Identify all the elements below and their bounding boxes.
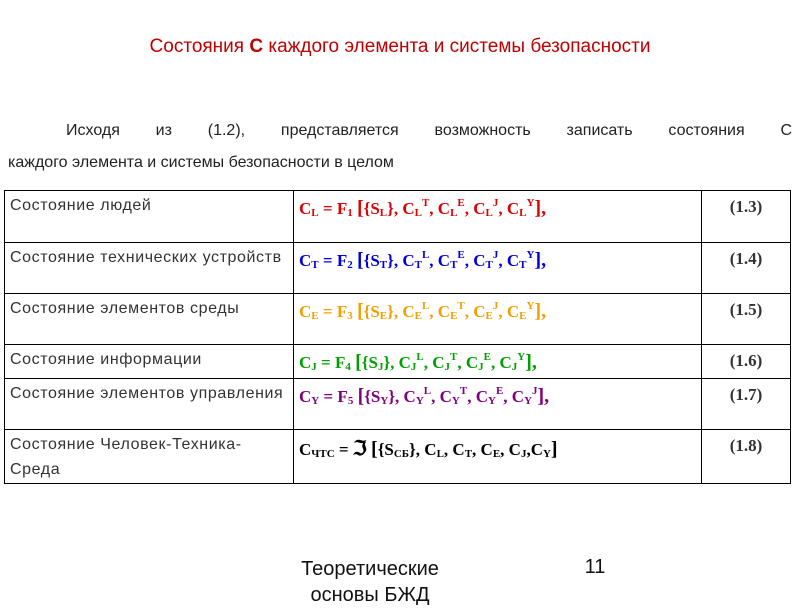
bracket-open: [ (357, 385, 365, 407)
formula-term-sup: J (492, 197, 499, 209)
formula-eq: = (334, 440, 353, 459)
formula-eq: = (318, 251, 337, 270)
formula-lhs-sub: ЧТС (311, 448, 335, 460)
formula-set-close: }, (388, 387, 400, 406)
formula-term-sup: E (483, 351, 492, 363)
footer-course-name: Теоретические основы БЖД (301, 558, 439, 606)
formula-eq: = (319, 387, 338, 406)
state-description: Состояние элементов управления (5, 379, 294, 430)
formula-func-sub: 4 (345, 361, 351, 373)
formula-term: C (437, 251, 451, 270)
formula-term-sub: E (414, 310, 422, 322)
bracket-open: [ (355, 351, 362, 373)
state-description: Состояние элементов среды (5, 294, 294, 345)
formula-set: {S (364, 387, 381, 406)
formula-term: C (473, 302, 486, 321)
formula-term-sup: E (457, 249, 465, 261)
formula-set-close: }, (387, 199, 399, 218)
equation-number: (1.7) (702, 379, 791, 430)
formula-term: C (506, 302, 520, 321)
formula-term: C (432, 353, 445, 372)
formula-term-sub: L (414, 207, 422, 219)
formula-set-close: }, (387, 302, 399, 321)
formula-term-sub: T (519, 259, 527, 271)
formula-term-sub: E (485, 310, 493, 322)
state-description: Состояние технических устройств (5, 243, 294, 294)
intro-line-2: каждого элемента и системы безопасности в целом (8, 154, 394, 171)
formula-set: {S (363, 251, 380, 270)
formula-term-sup: Y (526, 300, 535, 312)
formula-term-sub: Y (542, 448, 551, 460)
state-formula: $C_T = F_2$ [$\{S_T\}$, $C_T^L$, $C_T^E$, $C_T^J$, $C_T^Y$], (294, 243, 702, 294)
formula-term: C (402, 199, 415, 218)
formula-term: C (530, 440, 543, 459)
formula-set-sub: J (377, 361, 384, 373)
formula-term-sub: L (485, 207, 493, 219)
formula-term: C (499, 353, 512, 372)
formula-end: ], (534, 300, 547, 322)
formula-term-sub: Y (487, 395, 496, 407)
formula-set-close: }, (409, 440, 421, 459)
formula-func: F (336, 199, 348, 218)
formula-term-sub: J (520, 448, 527, 460)
formula-term: C (473, 199, 486, 218)
formula-term-sup: J (492, 249, 499, 261)
formula-term-sup: E (495, 385, 504, 397)
formula-set: {S (377, 440, 394, 459)
formula-term-sub: T (485, 259, 493, 271)
formula-func-sub: 3 (347, 310, 353, 322)
formula-set: {S (363, 302, 380, 321)
formula-func: F (337, 387, 348, 406)
footer-page-number: 11 (584, 556, 606, 578)
formula-func: F (334, 353, 346, 372)
formula-eq: = (316, 353, 335, 372)
bracket-open: [ (356, 300, 364, 322)
formula-term-sub: T (450, 259, 458, 271)
formula-term-sup: T (421, 197, 430, 209)
formula-lhs-sub: L (311, 207, 319, 219)
formula-lhs: C (299, 353, 312, 372)
bracket-open: [ (356, 197, 364, 219)
formula-set-sub: T (379, 259, 388, 271)
formula-term-sub: T (414, 259, 422, 271)
formula-end: ], (534, 249, 547, 271)
slide-title (0, 36, 800, 58)
equation-number: (1.4) (702, 243, 791, 294)
equation-number: (1.6) (702, 345, 791, 379)
formula-term-sup: E (457, 197, 465, 209)
formula-term: C (506, 199, 520, 218)
formula-set-close: }, (387, 251, 399, 270)
formula-term-sub: J (511, 361, 518, 373)
table-row (5, 191, 791, 243)
title-letter: С (249, 36, 264, 57)
formula-end: ], (534, 197, 547, 219)
formula-term-sub: Y (451, 395, 460, 407)
formula-lhs-sub: E (311, 310, 319, 322)
state-description: Состояние людей (5, 191, 294, 243)
formula-func: F (336, 251, 348, 270)
formula-term: C (403, 387, 416, 406)
formula-term-sub: E (519, 310, 527, 322)
equation-number: (1.5) (702, 294, 791, 345)
formula-term: C (424, 440, 437, 459)
formula-term-sup: L (421, 249, 430, 261)
bracket-open: [ (371, 438, 378, 460)
formula-term-sup: L (423, 385, 432, 397)
formula-term-sup: J (532, 385, 538, 397)
formula-set-sub: E (379, 310, 388, 322)
bracket-open: [ (356, 249, 364, 271)
formula-func: F (336, 302, 348, 321)
formula-term-sub: L (450, 207, 458, 219)
formula-term: C (402, 302, 415, 321)
formula-term: C (437, 302, 451, 321)
formula-end: ] (550, 438, 558, 460)
formula-end: ], (537, 385, 550, 407)
formula-lhs: C (299, 302, 312, 321)
formula-term: C (511, 387, 525, 406)
formula-lhs-sub: Y (311, 395, 320, 407)
intro-line-1: Исходя из (1.2), представляется возможность записать состояния С (66, 122, 792, 139)
title-prefix: Состояния (149, 36, 250, 57)
table-row (5, 243, 791, 294)
table-row (5, 294, 791, 345)
formula-set-close: }, (383, 353, 395, 372)
formula-term: C (506, 251, 520, 270)
formula-lhs: C (299, 251, 312, 270)
formula-term: C (452, 440, 465, 459)
state-formula: $C_J = F_4$ [$\{S_J\}$, $C_J^L$, $C_J^T$, $C_J^E$, $C_J^Y$], (294, 345, 702, 379)
formula-term-sub: J (444, 361, 451, 373)
formula-term-sub: E (450, 310, 458, 322)
formula-term-sub: L (436, 448, 444, 460)
formula-term-sub: Y (524, 395, 533, 407)
formula-set: {S (363, 199, 380, 218)
formula-term: C (508, 440, 521, 459)
formula-term-sub: Y (415, 395, 424, 407)
formula-term-sub: J (478, 361, 484, 373)
formula-term: C (439, 387, 452, 406)
formula-set-sub: Y (380, 395, 389, 407)
formula-func: ℑ (352, 438, 367, 460)
formula-term-sup: L (421, 300, 430, 312)
formula-term-sup: J (492, 300, 499, 312)
formula-end: ], (525, 351, 537, 373)
state-formula: $C_L = F_1$ [$\{S_L\}$, $C_L^T$, $C_L^E$, $C_L^J$, $C_L^Y$], (294, 191, 702, 243)
formula-term: C (402, 251, 415, 270)
table-row (5, 345, 791, 379)
formula-term-sup: L (416, 351, 424, 363)
formula-func-sub: 2 (347, 259, 353, 271)
formula-func-sub: 5 (347, 395, 354, 407)
table-row (5, 379, 791, 430)
formula-eq: = (318, 199, 337, 218)
formula-term-sup: Y (526, 249, 535, 261)
formula-set-sub: СБ (393, 448, 410, 460)
formula-set: {S (361, 353, 378, 372)
formula-term-sup: T (459, 385, 468, 397)
formula-set-sub: L (379, 207, 388, 219)
equation-number: (1.3) (702, 191, 791, 243)
formula-term-sub: T (464, 448, 473, 460)
title-suffix: каждого элемента и системы безопасности (263, 36, 651, 57)
formula-lhs: C (299, 199, 312, 218)
state-formula: $C_{ЧТС}$ = ℑ [$\{S_{СБ}\}$, $C_L$, $C_T$, $C_E$, $C_J,C_Y$] (294, 430, 702, 484)
formula-term-sub: E (492, 448, 501, 460)
state-description: Состояние Человек-Техника-Среда (5, 430, 294, 484)
formula-term-sup: T (450, 351, 458, 363)
formula-term-sup: T (457, 300, 465, 312)
formula-lhs: C (299, 387, 312, 406)
formula-term-sub: L (519, 207, 527, 219)
formula-term-sup: Y (526, 197, 535, 209)
formula-term-sup: Y (517, 351, 526, 363)
formula-term: C (398, 353, 411, 372)
intro-paragraph (8, 112, 792, 182)
formula-term: C (480, 440, 493, 459)
state-description: Состояние информации (5, 345, 294, 379)
formula-term: C (475, 387, 488, 406)
formula-lhs-sub: T (311, 259, 319, 271)
formula-func-sub: 1 (347, 207, 353, 219)
table-row (5, 430, 791, 484)
equation-number: (1.8) (702, 430, 791, 484)
formula-term: C (473, 251, 486, 270)
formula-term-sub: J (410, 361, 417, 373)
formula-term: C (465, 353, 479, 372)
formula-eq: = (318, 302, 337, 321)
states-table (4, 190, 791, 484)
formula-lhs-sub: J (311, 361, 317, 373)
formula-term: C (437, 199, 451, 218)
state-formula: $C_E = F_3$ [$\{S_E\}$, $C_E^L$, $C_E^T$, $C_E^J$, $C_E^Y$], (294, 294, 702, 345)
state-formula: $C_Y = F_5$ [$\{S_Y\}$, $C_Y^L$, $C_Y^T$, $C_Y^E$, $C_Y^J$], (294, 379, 702, 430)
formula-lhs: C (299, 440, 312, 459)
